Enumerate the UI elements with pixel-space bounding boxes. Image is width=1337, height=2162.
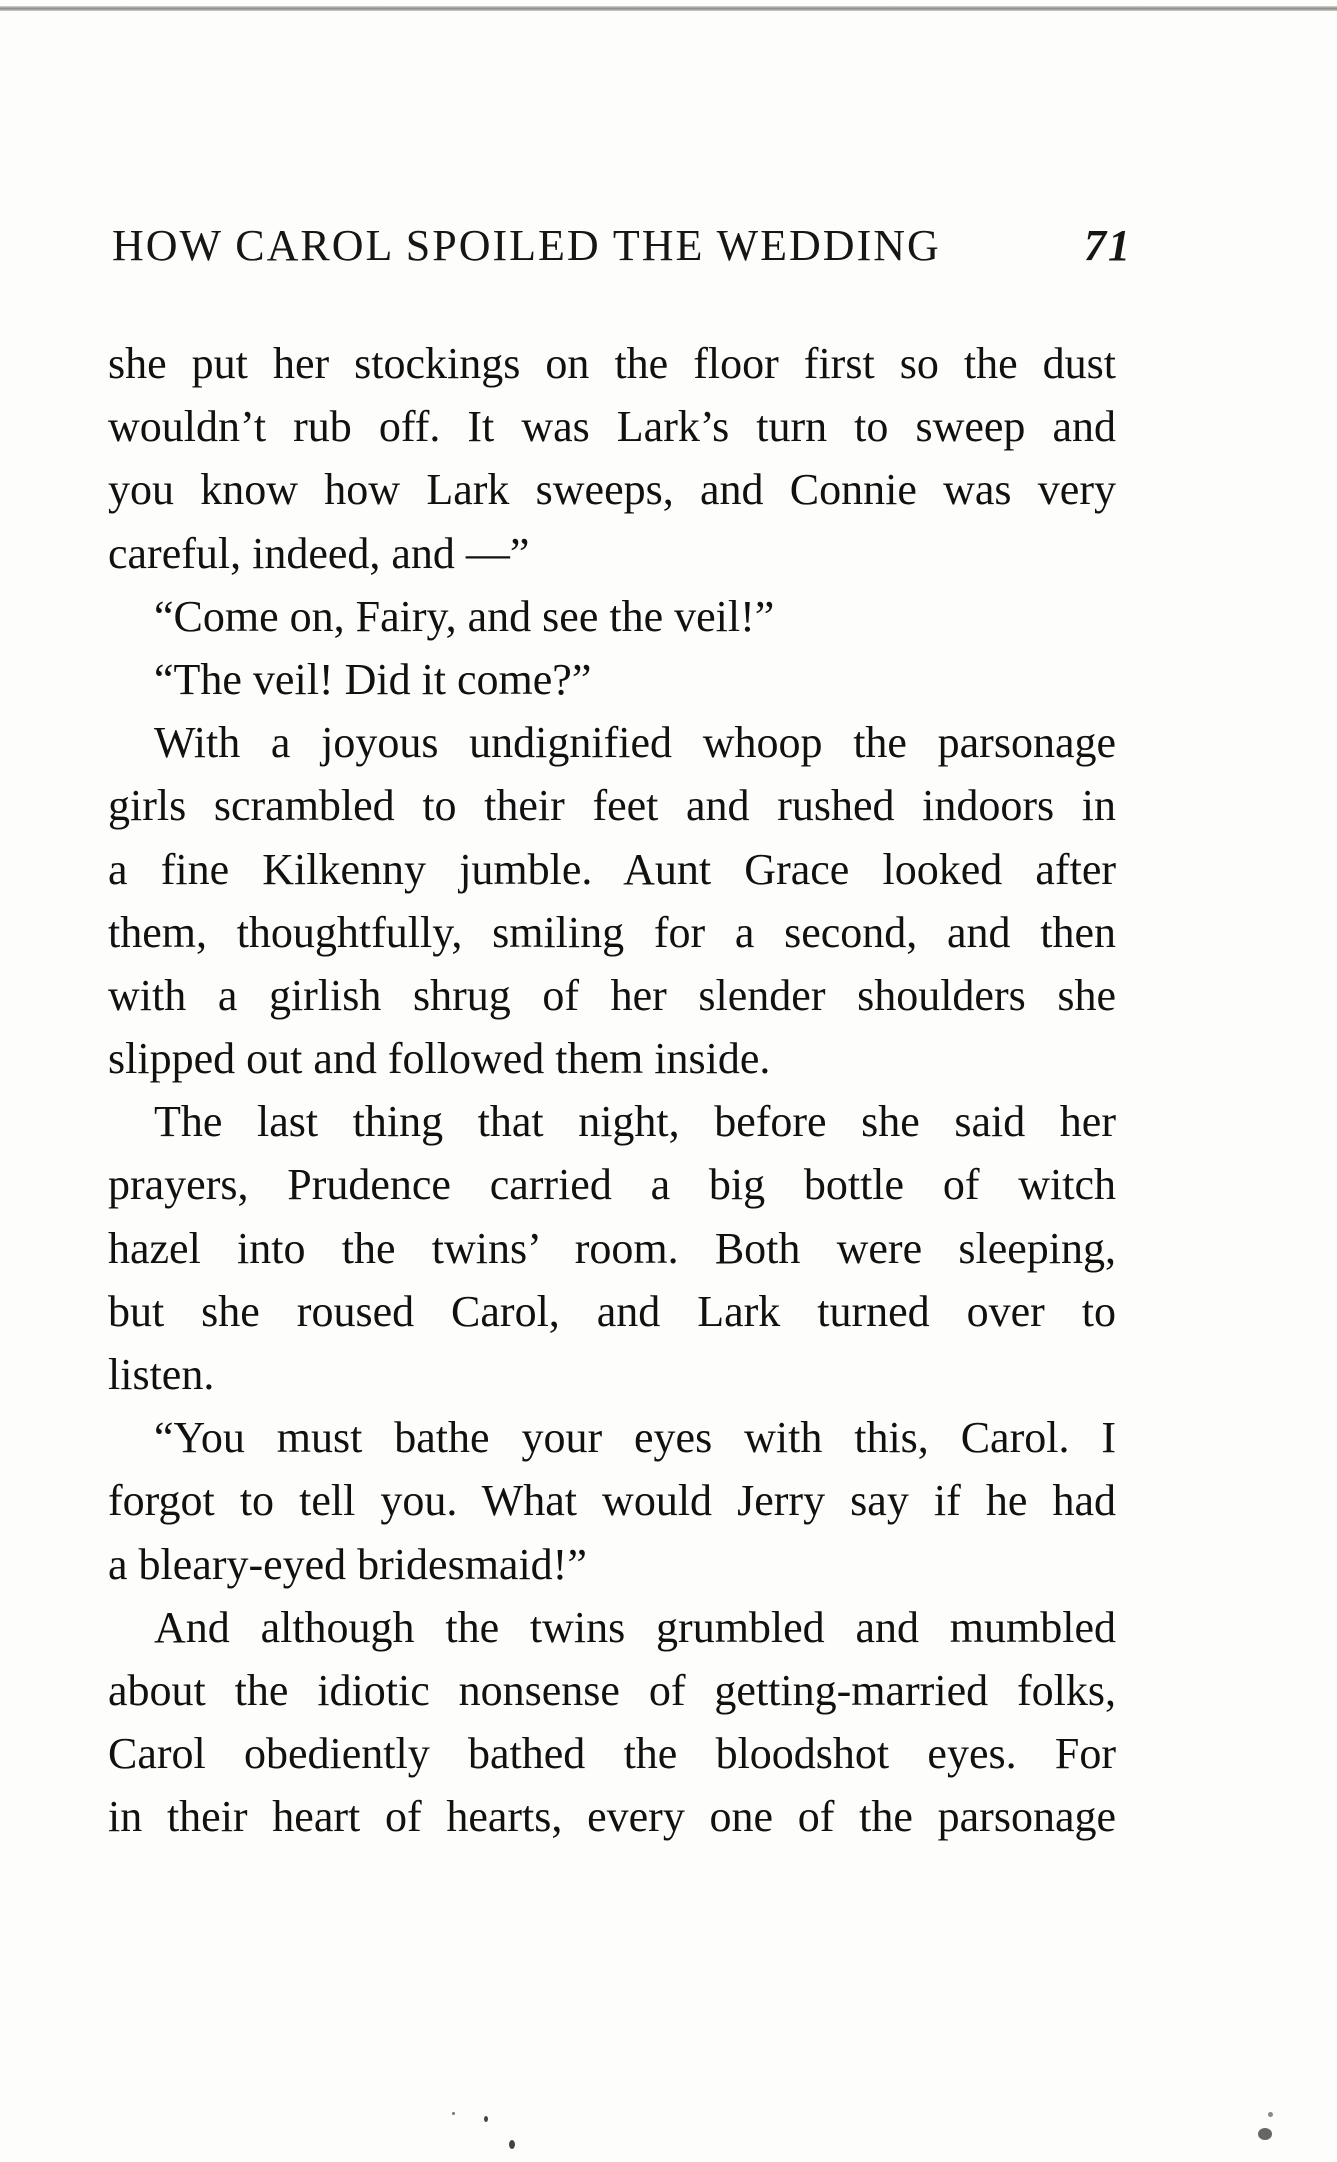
page-number: 71 [1084, 221, 1132, 270]
text-line: girls scrambled to their feet and rushed indoors in [108, 781, 1116, 831]
text-line: “You must bathe your eyes with this, Carol. I [154, 1413, 1116, 1463]
text-line: forgot to tell you. What would Jerry say if he had [108, 1476, 1116, 1526]
text-line: With a joyous undignified whoop the parsonage [154, 718, 1116, 768]
ink-speck [1268, 2112, 1273, 2117]
text-line: “The veil! Did it come?” [154, 654, 592, 704]
text-line: And although the twins grumbled and mumbled [154, 1602, 1116, 1652]
text-line: you know how Lark sweeps, and Connie was very [108, 465, 1116, 515]
top-edge-rule [0, 6, 1337, 11]
running-head [112, 220, 1132, 280]
text-line: hazel into the twins’ room. Both were sleeping, [108, 1223, 1116, 1273]
running-title: HOW CAROL SPOILED THE WEDDING [112, 221, 941, 270]
text-line: them, thoughtfully, smiling for a second, and then [108, 907, 1116, 957]
body-text [108, 332, 1116, 1849]
text-line: a bleary-eyed bridesmaid!” [108, 1539, 587, 1589]
text-line: slipped out and followed them inside. [108, 1034, 771, 1084]
text-line: “Come on, Fairy, and see the veil!” [154, 591, 775, 641]
text-line: she put her stockings on the floor first so the dust [108, 339, 1116, 388]
text-line: The last thing that night, before she said her [154, 1097, 1116, 1147]
text-line: in their heart of hearts, every one of the parsonage [108, 1792, 1116, 1842]
text-line: listen. [108, 1350, 215, 1399]
text-line: a fine Kilkenny jumble. Aunt Grace looked after [108, 844, 1116, 894]
text-line: with a girlish shrug of her slender shoulders she [108, 970, 1116, 1020]
text-line: about the idiotic nonsense of getting-married folks, [108, 1665, 1116, 1715]
ink-speck [509, 2140, 515, 2149]
ink-speck [452, 2112, 455, 2115]
text-line: wouldn’t rub off. It was Lark’s turn to sweep and [108, 402, 1116, 452]
text-line: Carol obediently bathed the bloodshot eyes. For [108, 1729, 1116, 1779]
text-line: careful, indeed, and —” [108, 528, 530, 578]
ink-speck [484, 2116, 488, 2122]
text-line: prayers, Prudence carried a big bottle of witch [108, 1160, 1116, 1210]
ink-speck [1258, 2128, 1272, 2140]
text-line: but she roused Carol, and Lark turned over to [108, 1286, 1116, 1336]
